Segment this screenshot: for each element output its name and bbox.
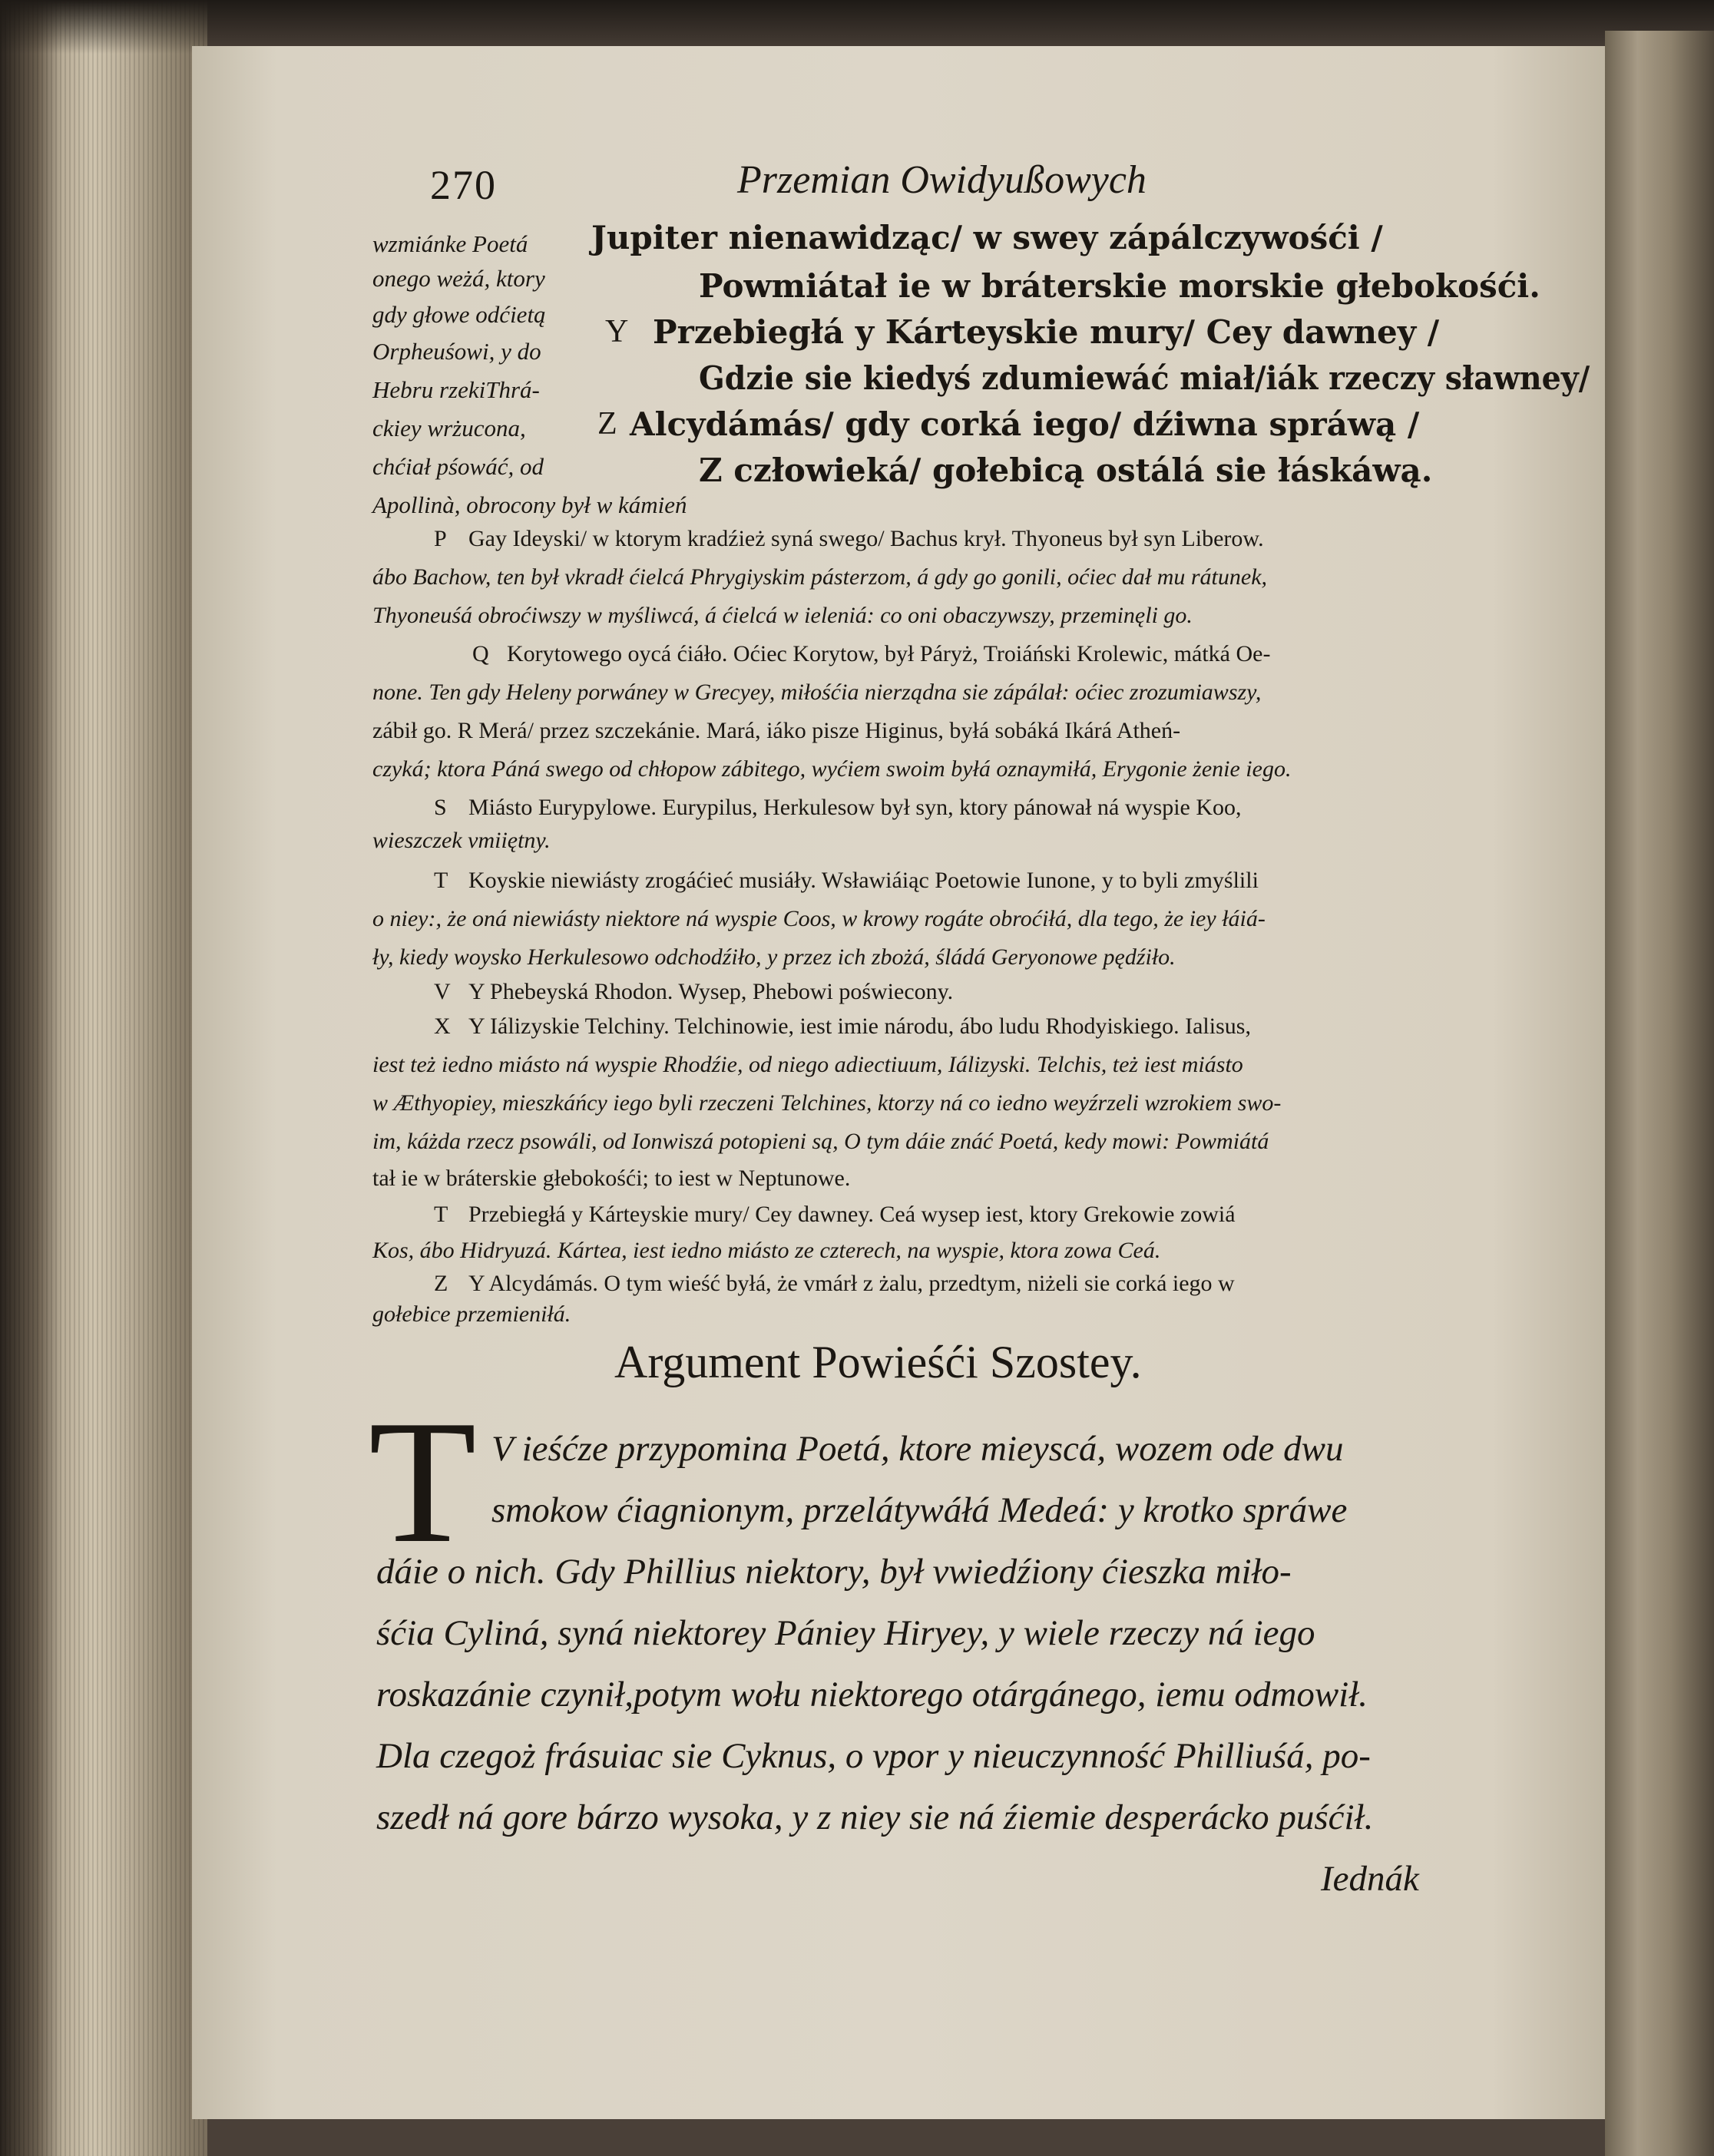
body-line: Dla czegoż frásuiac sie Cyknus, o vpor y nieuczynność Philliuśá, po-: [376, 1736, 1371, 1776]
note-line: im, káżda rzecz psowáli, od Ionwiszá potopieni są, O tym dáie znáć Poetá, kedy mowi: Powmiátá: [372, 1129, 1269, 1154]
note-line: Y Phebeyská Rhodon. Wysep, Phebowi poświecony.: [468, 979, 954, 1004]
side-note-line: wzmiánke Poetá: [372, 230, 528, 257]
note-marker: Q: [472, 641, 489, 666]
note-line: Miásto Eurypylowe. Eurypilus, Herkulesow był syn, ktory pánował ná wyspie Koo,: [468, 795, 1242, 820]
body-line: smokow ćiagnionym, przelátywáłá Medeá: y krotko spráwe: [491, 1490, 1348, 1530]
note-line: Korytowego oycá ćiáło. Oćiec Korytow, był Páryż, Troiáński Krolewic, mátká Oe-: [507, 641, 1271, 666]
side-note-line: Hebru rzekiThrá-: [372, 376, 540, 403]
body-line: śćia Cyliná, syná niektorey Pániey Hiryey, y wiele rzeczy ná iego: [376, 1613, 1315, 1653]
side-note-line: Orpheuśowi, y do: [372, 338, 541, 365]
note-marker: X: [434, 1014, 451, 1039]
note-line: ábo Bachow, ten był vkradł ćielcá Phrygiyskim pásterzom, á gdy go gonili, oćiec dał mu rátunek,: [372, 564, 1268, 590]
note-marker: Z: [434, 1271, 448, 1296]
note-line: w Æthyopiey, mieszkáńcy iego byli rzeczeni Telchines, ktorzy ná co iedno weyźrzeli wzrokiem swo-: [372, 1090, 1282, 1116]
note-line: Koyskie niewiásty zrogáćieć musiáły. Wsławiáiąc Poetowie Iunone, y to byli zmyślili: [468, 868, 1259, 893]
note-marker: V: [434, 979, 451, 1004]
note-line: o niey:, że oná niewiásty niektore ná wyspie Coos, w krowy rogáte obroćiłá, dla tego, że iey łáiá-: [372, 906, 1266, 931]
book-gutter: [1605, 31, 1714, 2156]
note-marker: T: [434, 868, 448, 893]
verse-marker: Y: [605, 314, 629, 349]
note-line: ły, kiedy woysko Herkulesowo odchodźiło, y przez ich zbożá, śládá Geryonowe pędźiło.: [372, 944, 1176, 970]
side-note-line: ckiey wrżucona,: [372, 415, 526, 441]
note-line: wieszczek vmiiętny.: [372, 828, 551, 853]
body-line: szedł ná gore bárzo wysoka, y z niey sie ná źiemie desperácko puśćił.: [376, 1797, 1374, 1837]
verse-line: Z człowieká/ gołebicą ostálá sie łáskáwą.: [699, 451, 1433, 489]
running-title: Przemian Owidyußowych: [737, 158, 1147, 202]
note-line: none. Ten gdy Heleny porwáney w Grecyey, miłośćia nierządna sie zápálał: oćiec zrozumiawszy,: [372, 680, 1262, 705]
book-page-edges: [0, 0, 207, 2156]
note-line: tał ie w bráterskie głebokośći; to iest w Neptunowe.: [372, 1166, 851, 1191]
verse-line: Przebiegłá y Kárteyskie mury/ Cey dawney /: [653, 313, 1440, 351]
note-line: Y Iálizyskie Telchiny. Telchinowie, iest imie národu, ábo ludu Rhodyiskiego. Ialisus,: [468, 1014, 1251, 1039]
page-number: 270: [430, 162, 497, 208]
verse-line: Jupiter nienawidząc/ w swey zápálczywośći /: [591, 219, 1383, 256]
note-line: Przebiegłá y Kárteyskie mury/ Cey dawney. Ceá wysep iest, ktory Grekowie zowiá: [468, 1202, 1236, 1227]
side-note-line: gdy głowe odćietą: [372, 301, 546, 328]
note-line: czyká; ktora Páná swego od chłopow zábitego, wyćiem swoim byłá oznaymiłá, Erygonie żenie iego.: [372, 756, 1292, 782]
note-line: Gay Ideyski/ w ktorym kradźież syná swego/ Bachus krył. Thyoneus był syn Liberow.: [468, 526, 1264, 551]
note-line: Thyoneuśá obroćiwszy w myśliwcá, á ćielcá w ieleniá: co oni obaczywszy, przeminęli go.: [372, 603, 1193, 628]
side-note-line: onego weżá, ktory: [372, 265, 545, 292]
verse-line: Gdzie sie kiedyś zdumiewáć miał/iák rzeczy sławney/: [699, 359, 1590, 397]
note-line: gołebice przemieniłá.: [372, 1301, 571, 1327]
note-marker: S: [434, 795, 447, 820]
note-line: iest też iedno miásto ná wyspie Rhodźie, od niego adiectiuum, Iálizyski. Telchis, też iest miásto: [372, 1052, 1243, 1077]
side-note-line: Apollinà, obrocony był w kámień: [372, 491, 687, 518]
note-marker: T: [434, 1202, 448, 1227]
verse-marker: Z: [597, 406, 617, 441]
body-line: V ieśćze przypomina Poetá, ktore mieyscá, wozem ode dwu: [491, 1429, 1344, 1469]
drop-cap: T: [369, 1384, 477, 1579]
note-line: Y Alcydámás. O tym wieść byłá, że vmárł z żalu, przedtym, niżeli sie corká iego w: [468, 1271, 1235, 1296]
section-heading: Argument Powieśći Szostey.: [614, 1337, 1142, 1387]
note-line: Kos, ábo Hidryuzá. Kártea, iest iedno miásto ze czterech, na wyspie, ktora zowa Ceá.: [372, 1238, 1161, 1263]
verse-line: Powmiátał ie w bráterskie morskie głebokośći.: [699, 267, 1540, 305]
note-marker: P: [434, 526, 447, 551]
side-note-line: chćiał pśowáć, od: [372, 453, 544, 480]
body-line: dáie o nich. Gdy Phillius niektory, był vwiedźiony ćieszka miło-: [376, 1552, 1292, 1592]
catchword: Iednák: [1321, 1859, 1419, 1899]
verse-line: Alcydámás/ gdy corká iego/ dźiwna spráwą /: [630, 405, 1420, 443]
body-line: roskazánie czynił,potym wołu niektorego otárgánego, iemu odmowił.: [376, 1675, 1368, 1715]
note-line: zábił go. R Merá/ przez szczekánie. Mará, iáko pisze Higinus, byłá sobáká Ikárá Atheń-: [372, 718, 1181, 743]
